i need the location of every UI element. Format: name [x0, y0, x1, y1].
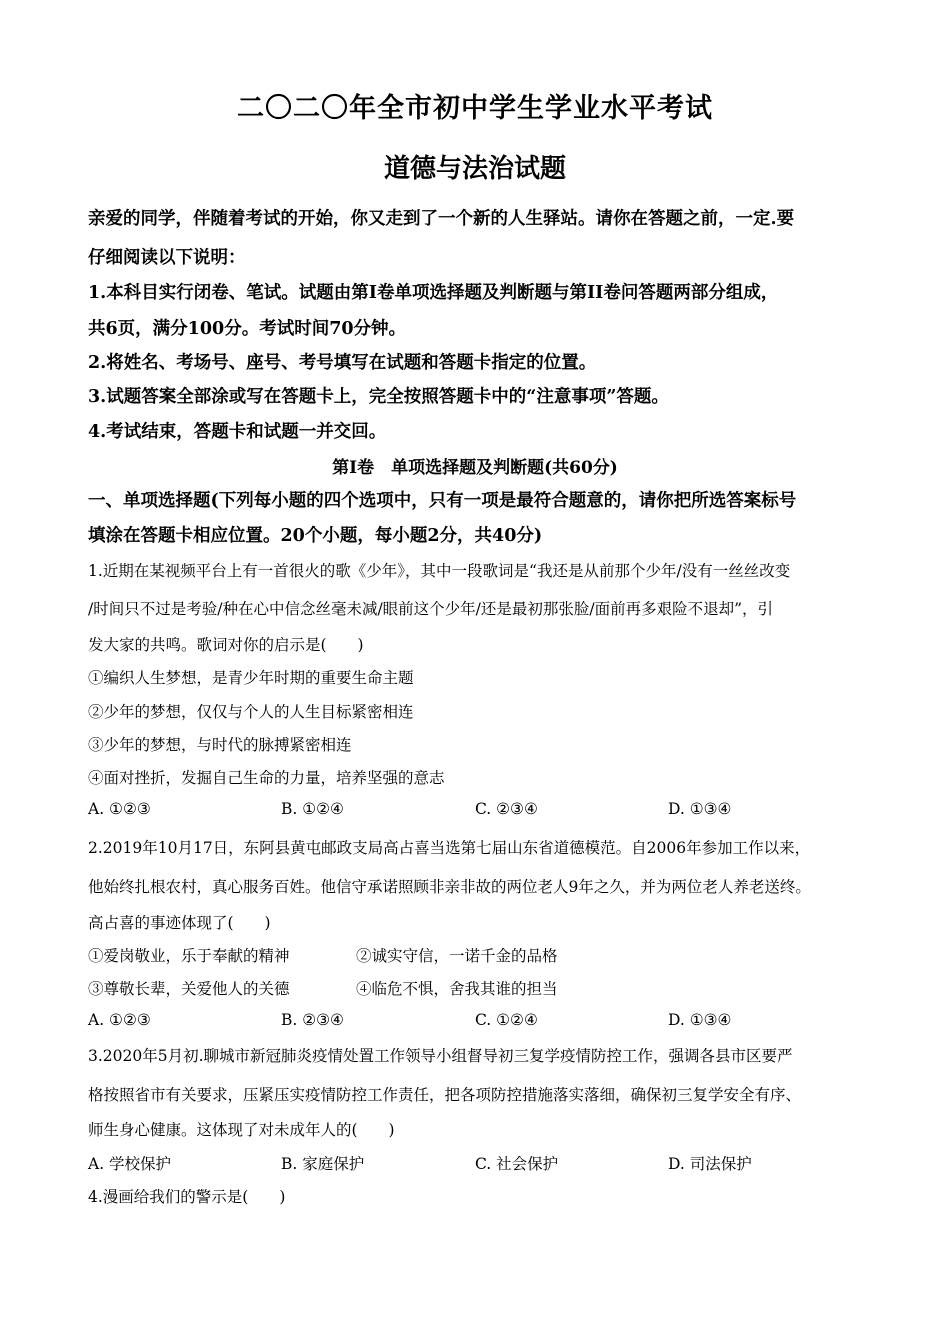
instruction-1-cont: 共6页，满分100分。考试时间70分钟。	[88, 319, 407, 339]
option-c: C. ②③④	[475, 800, 538, 818]
question-1-stem: 1.近期在某视频平台上有一首很火的歌《少年》，其中一段歌词是“我还是从前那个少年/没有一丝丝改变	[88, 562, 791, 580]
option-a: A. ①②③	[88, 1011, 151, 1029]
option-c: C. 社会保护	[475, 1155, 559, 1173]
instruction-2: 2.将姓名、考场号、座号、考号填写在试题和答题卡指定的位置。	[88, 353, 597, 373]
option-a: A. ①②③	[88, 800, 151, 818]
section-heading: 第Ⅰ卷 单项选择题及判断题(共60分)	[332, 458, 618, 478]
intro-line: 仔细阅读以下说明：	[88, 248, 246, 268]
option-d: D. ①③④	[668, 1011, 732, 1029]
question-2-statement: ③尊敬长辈，关爱他人的关德	[88, 980, 290, 998]
option-b: B. ②③④	[281, 1011, 344, 1029]
question-2-statement: ②诚实守信，一诺千金的品格	[356, 947, 558, 965]
part-instruction-cont: 填涂在答题卡相应位置。20个小题，每小题2分，共40分)	[88, 526, 543, 546]
option-c: C. ①②④	[475, 1011, 538, 1029]
exam-subtitle: 道德与法治试题	[383, 154, 566, 184]
question-1-stem: 发大家的共鸣。歌词对你的启示是( )	[88, 636, 364, 654]
question-1-stem: /时间只不过是考验/种在心中信念丝毫未减/眼前这个少年/还是最初那张脸/面前再多艰险不退却”，引	[88, 600, 774, 618]
part-instruction: 一、单项选择题(下列每小题的四个选项中，只有一项是最符合题意的，请你把所选答案标号	[88, 491, 797, 511]
question-2-stem: 他始终扎根农村，真心服务百姓。他信守承诺照顾非亲非故的两位老人9年之久，并为两位老人养老送终。	[88, 878, 811, 896]
instruction-1: 1.本科目实行闭卷、笔试。试题由第Ⅰ卷单项选择题及判断题与第II卷问答题两部分组成，	[88, 283, 779, 303]
question-1-statement: ④面对挫折，发掘自己生命的力量，培养坚强的意志	[88, 769, 445, 787]
question-3-stem: 格按照省市有关要求，压紧压实疫情防控工作责任，把各项防控措施落实落细，确保初三复学安全有序、	[88, 1086, 802, 1104]
option-d: D. 司法保护	[668, 1155, 752, 1173]
question-2-statement: ④临危不惧，舍我其谁的担当	[356, 980, 558, 998]
instruction-4: 4.考试结束，答题卡和试题一并交回。	[88, 422, 387, 442]
exam-title: 二〇二〇年全市初中学生学业水平考试	[237, 93, 713, 124]
question-1-statement: ②少年的梦想，仅仅与个人的人生目标紧密相连	[88, 703, 414, 721]
question-3-stem: 3.2020年5月初.聊城市新冠肺炎疫情处置工作领导小组督导初三复学疫情防控工作，强调各县市区要严	[88, 1047, 793, 1065]
question-4-stem: 4.漫画给我们的警示是( )	[88, 1188, 286, 1206]
question-3-stem: 师生身心健康。这体现了对未成年人的( )	[88, 1121, 395, 1139]
intro-line: 亲爱的同学，伴随着考试的开始，你又走到了一个新的人生驿站。请你在答题之前，一定.要	[88, 209, 795, 229]
question-1-statement: ①编织人生梦想，是青少年时期的重要生命主题	[88, 669, 414, 687]
instruction-3: 3.试题答案全部涂或写在答题卡上，完全按照答题卡中的“注意事项”答题。	[88, 387, 669, 407]
question-2-stem: 高占喜的事迹体现了( )	[88, 914, 271, 932]
question-2-statement: ①爱岗敬业，乐于奉献的精神	[88, 947, 290, 965]
option-d: D. ①③④	[668, 800, 732, 818]
option-b: B. 家庭保护	[281, 1155, 365, 1173]
question-2-stem: 2.2019年10月17日，东阿县黄屯邮政支局高占喜当选第七届山东省道德模范。自2006年参加工作以来，	[88, 839, 811, 857]
option-b: B. ①②④	[281, 800, 344, 818]
question-1-statement: ③少年的梦想，与时代的脉搏紧密相连	[88, 736, 352, 754]
option-a: A. 学校保护	[88, 1155, 172, 1173]
